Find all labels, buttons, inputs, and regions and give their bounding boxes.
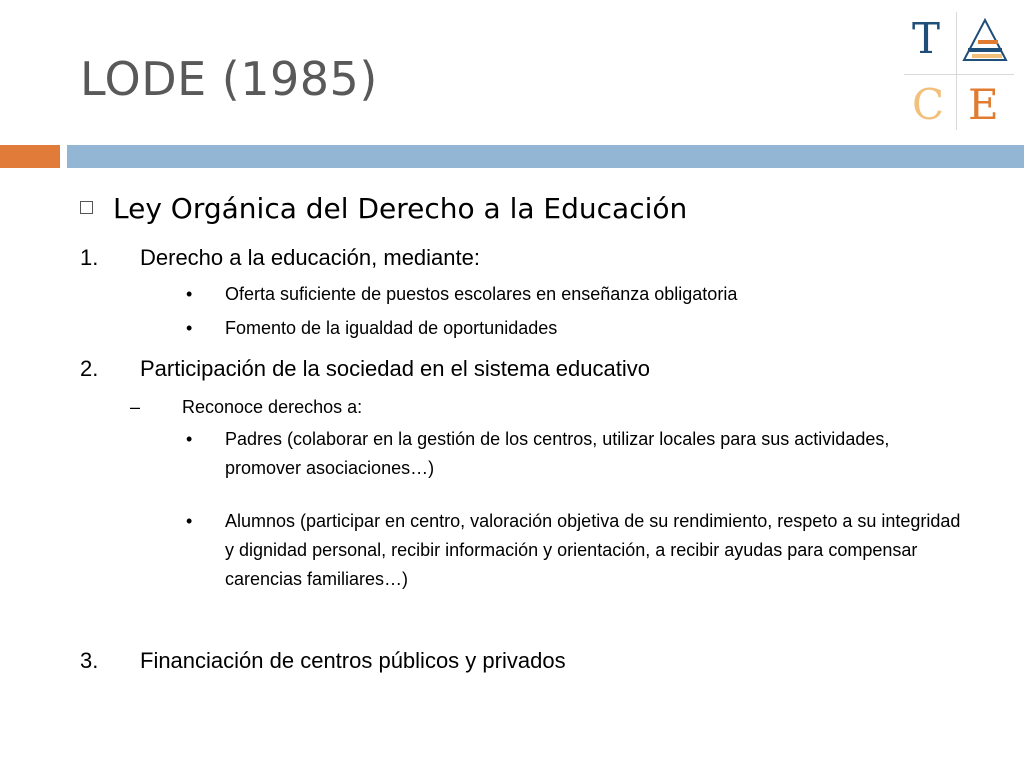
heading-text: Ley Orgánica del Derecho a la Educación: [113, 192, 688, 225]
logo-divider-horizontal: [904, 74, 1014, 75]
bullet-text: Alumnos (participar en centro, valoración objetiva de su rendimiento, respeto a su integridad y dignidad personal, recibir información y orientación, a recibir ayudas para compensar carencias familiares…): [225, 511, 961, 589]
bullet-text: Oferta suficiente de puestos escolares en enseñanza obligatoria: [225, 284, 738, 304]
list-item-text: Participación de la sociedad en el sistema educativo: [140, 356, 650, 381]
list-number: 3.: [80, 648, 99, 673]
heading-item: [80, 192, 687, 225]
logo-letter-t: T: [912, 14, 941, 63]
slide-title: LODE (1985): [80, 52, 378, 106]
tce-logo: [900, 6, 1016, 130]
logo-triangle-icon: [962, 18, 1008, 64]
dash-icon: –: [130, 397, 141, 417]
logo-letter-c: C: [912, 80, 945, 129]
list-number: 1.: [80, 245, 99, 270]
list-item-text: Derecho a la educación, mediante:: [140, 245, 480, 270]
bullet-icon: •: [186, 284, 193, 304]
logo-divider-vertical: [956, 12, 957, 130]
bullet-text: Padres (colaborar en la gestión de los centros, utilizar locales para sus actividades, promover asociaciones…): [225, 429, 890, 478]
square-bullet-icon: [80, 201, 93, 214]
bullet-icon: •: [186, 429, 193, 449]
bullet-icon: •: [186, 318, 193, 338]
accent-band-blue: [67, 145, 1024, 168]
list-number: 2.: [80, 356, 99, 381]
subitem-text: Reconoce derechos a:: [182, 397, 363, 417]
bullet-icon: •: [186, 511, 193, 531]
bullet-text: Fomento de la igualdad de oportunidades: [225, 318, 558, 338]
logo-letter-e: E: [968, 80, 999, 129]
list-item-text: Financiación de centros públicos y privados: [140, 648, 566, 673]
accent-band-orange: [0, 145, 60, 168]
